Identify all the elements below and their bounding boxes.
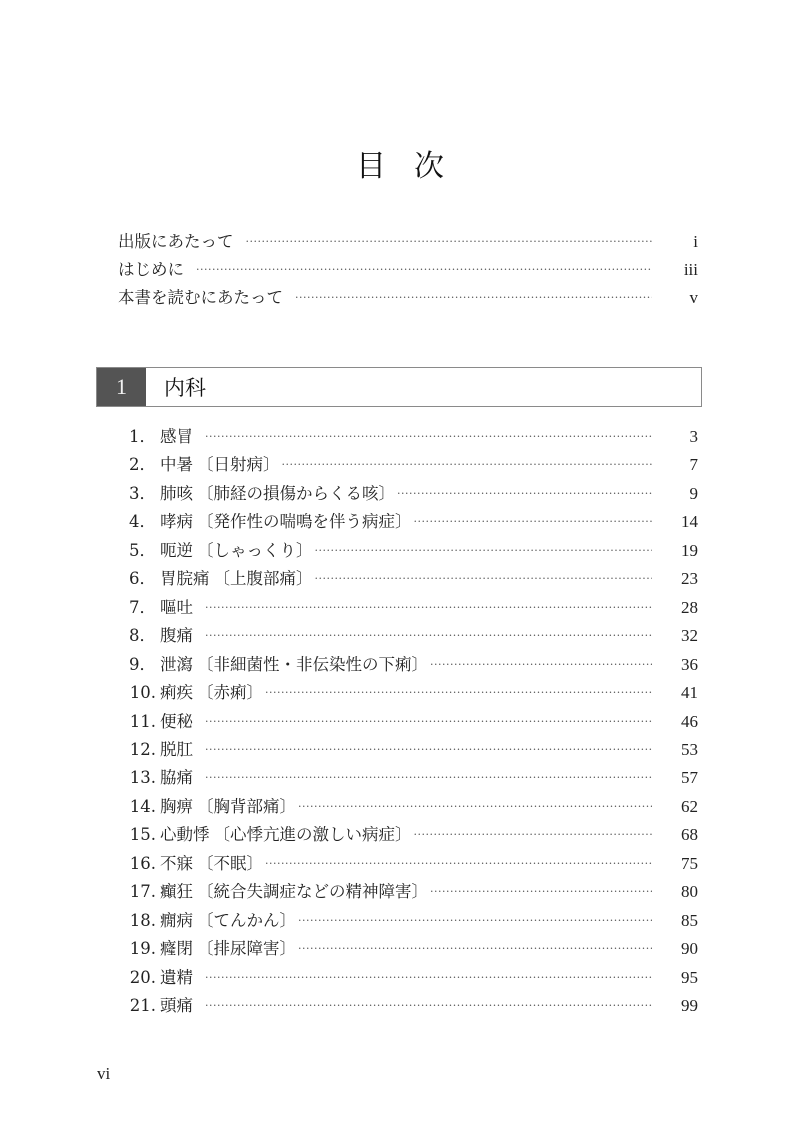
chapter-page: 32: [681, 626, 698, 646]
toc-entry-label: 本書を読むにあたって: [118, 288, 283, 307]
chapter-title: 癲狂: [160, 882, 193, 902]
chapter-entry[interactable]: [118, 566, 698, 592]
chapter-subtitle: 〔てんかん〕: [197, 910, 296, 930]
chapter-page: 41: [681, 683, 698, 703]
dot-leader: [414, 509, 653, 535]
chapter-title: 癃閉: [160, 939, 193, 959]
chapter-subtitle: 〔不眠〕: [197, 853, 263, 873]
chapter-title: 肺咳: [160, 483, 193, 503]
chapter-label: [118, 908, 296, 934]
chapter-entry[interactable]: [118, 680, 698, 706]
chapter-subtitle: 〔心悸亢進の激しい病症〕: [213, 825, 412, 845]
chapter-entry[interactable]: [118, 481, 698, 507]
chapter-label: [118, 765, 193, 791]
chapter-number: 10.: [129, 683, 156, 703]
chapter-entry[interactable]: [118, 936, 698, 962]
chapter-title: 頭痛: [160, 996, 193, 1015]
chapter-page: 80: [681, 882, 698, 902]
chapter-page: 46: [681, 711, 698, 731]
chapter-title: 痢疾: [160, 683, 193, 703]
dot-leader: [196, 257, 652, 283]
chapter-title: 中暑: [160, 455, 193, 475]
chapter-number: 20.: [129, 967, 156, 987]
page-title: [0, 141, 800, 185]
chapter-page: 7: [689, 455, 698, 475]
chapter-title: 脱肛: [160, 739, 193, 759]
chapter-label: [118, 509, 412, 535]
chapter-page: 95: [681, 967, 698, 987]
dot-leader: [298, 936, 652, 962]
chapter-number: 3．: [129, 483, 156, 503]
dot-leader: [430, 879, 652, 905]
dot-leader: [298, 794, 652, 820]
chapter-page: 62: [681, 796, 698, 816]
chapter-title: 遺精: [160, 967, 193, 987]
chapter-subtitle: 〔統合失調症などの精神障害〕: [197, 882, 428, 902]
chapter-label: [118, 566, 313, 592]
chapter-entry[interactable]: [118, 993, 698, 1019]
dot-leader: [205, 765, 652, 791]
toc-entry[interactable]: [118, 229, 698, 255]
chapter-number: 14.: [129, 796, 156, 816]
chapter-label: [118, 595, 193, 621]
chapter-number: 2．: [129, 455, 156, 475]
chapter-number: 7．: [129, 597, 156, 617]
chapter-page: 28: [681, 597, 698, 617]
dot-leader: [282, 452, 653, 478]
section-header: [96, 367, 702, 407]
chapter-entry[interactable]: [118, 509, 698, 535]
chapter-entry[interactable]: [118, 652, 698, 678]
chapter-title: 腹痛: [160, 626, 193, 646]
title-char-1: 目: [356, 149, 386, 184]
chapter-label: [118, 680, 263, 706]
chapter-label: [118, 993, 193, 1019]
chapter-number: 9．: [129, 654, 156, 674]
dot-leader: [205, 424, 652, 450]
chapter-label: [118, 709, 193, 735]
dot-leader: [430, 652, 652, 678]
chapter-label: [118, 965, 193, 991]
chapter-label: [118, 424, 193, 450]
chapter-label: [118, 652, 428, 678]
dot-leader: [205, 993, 652, 1019]
chapter-number: 19.: [129, 939, 156, 959]
chapter-page: 57: [681, 768, 698, 788]
chapter-entry[interactable]: [118, 424, 698, 450]
title-char-2: 次: [414, 149, 444, 184]
chapter-page: 14: [681, 512, 698, 532]
chapter-page: 68: [681, 825, 698, 845]
chapter-entry[interactable]: [118, 794, 698, 820]
toc-entry[interactable]: [118, 257, 698, 283]
chapter-entry[interactable]: [118, 965, 698, 991]
dot-leader: [414, 822, 653, 848]
dot-leader: [205, 623, 652, 649]
chapter-label: [118, 481, 395, 507]
chapter-title: 癇病: [160, 910, 193, 930]
section-number: 1: [97, 368, 146, 406]
toc-entry-page: i: [693, 232, 698, 251]
chapter-page: 3: [689, 427, 698, 446]
chapter-number: 13.: [129, 768, 156, 788]
chapter-title: 不寐: [160, 853, 193, 873]
chapter-title: 哮病: [160, 512, 193, 532]
chapter-subtitle: 〔赤痢〕: [197, 683, 263, 703]
section-title: 内科: [146, 368, 206, 406]
chapter-page: 90: [681, 939, 698, 959]
toc-entry[interactable]: [118, 285, 698, 311]
chapter-subtitle: 〔排尿障害〕: [197, 939, 296, 959]
toc-entry-label: はじめに: [118, 260, 184, 279]
chapter-entry[interactable]: [118, 452, 698, 478]
chapter-number: 6．: [129, 569, 156, 589]
chapter-label: [118, 822, 412, 848]
chapter-subtitle: 〔胸背部痛〕: [197, 796, 296, 816]
dot-leader: [205, 595, 652, 621]
chapter-number: 15.: [129, 825, 156, 845]
chapter-subtitle: 〔日射病〕: [197, 455, 280, 475]
chapter-number: 12.: [129, 739, 156, 759]
dot-leader: [298, 908, 652, 934]
chapter-label: [118, 879, 428, 905]
dot-leader: [205, 737, 652, 763]
dot-leader: [246, 229, 653, 255]
chapter-entry[interactable]: [118, 908, 698, 934]
chapter-number: 18.: [129, 910, 156, 930]
chapter-title: 嘔吐: [160, 597, 193, 617]
dot-leader: [295, 285, 652, 311]
chapter-page: 85: [681, 910, 698, 930]
chapter-title: 泄瀉: [160, 654, 193, 674]
chapter-number: 21.: [129, 996, 156, 1015]
dot-leader: [205, 709, 652, 735]
dot-leader: [397, 481, 652, 507]
chapter-page: 53: [681, 739, 698, 759]
chapter-title: 呃逆: [160, 540, 193, 560]
dot-leader: [265, 851, 652, 877]
chapter-entry[interactable]: [118, 851, 698, 877]
chapter-entry[interactable]: [118, 765, 698, 791]
chapter-number: 16.: [129, 853, 156, 873]
chapter-entry[interactable]: [118, 623, 698, 649]
chapter-number: 11.: [129, 711, 156, 731]
chapter-page: 36: [681, 654, 698, 674]
chapter-label: [118, 538, 313, 564]
chapter-page: 99: [681, 996, 698, 1015]
chapter-label: [118, 851, 263, 877]
toc-entry-page: iii: [683, 260, 698, 279]
chapter-number: 8．: [129, 626, 156, 646]
toc-entry-label: 出版にあたって: [118, 232, 234, 251]
toc-entry-page: v: [689, 288, 698, 307]
chapter-title: 胸痹: [160, 796, 193, 816]
chapter-number: 1．: [129, 427, 156, 446]
chapter-subtitle: 〔発作性の喘鳴を伴う病症〕: [197, 512, 412, 532]
dot-leader: [265, 680, 652, 706]
chapter-label: [118, 452, 280, 478]
chapter-number: 4．: [129, 512, 156, 532]
chapter-page: 9: [689, 483, 698, 503]
chapter-entry[interactable]: [118, 737, 698, 763]
chapter-title: 胃脘痛: [160, 569, 210, 589]
chapter-entry[interactable]: [118, 595, 698, 621]
chapter-title: 心動悸: [160, 825, 210, 845]
chapter-entry[interactable]: [118, 822, 698, 848]
chapter-title: 便秘: [160, 711, 193, 731]
chapter-page: 19: [681, 540, 698, 560]
chapter-title: 脇痛: [160, 768, 193, 788]
chapter-page: 23: [681, 569, 698, 589]
chapter-entry[interactable]: [118, 538, 698, 564]
chapter-entry[interactable]: [118, 879, 698, 905]
chapter-label: [118, 623, 193, 649]
chapter-subtitle: 〔非細菌性・非伝染性の下痢〕: [197, 654, 428, 674]
chapter-label: [118, 936, 296, 962]
chapter-entry[interactable]: [118, 709, 698, 735]
chapter-number: 5．: [129, 540, 156, 560]
chapter-label: [118, 737, 193, 763]
dot-leader: [315, 566, 653, 592]
chapter-label: [118, 794, 296, 820]
chapter-subtitle: 〔しゃっくり〕: [197, 540, 313, 560]
chapter-title: 感冒: [160, 427, 193, 446]
chapter-subtitle: 〔肺経の損傷からくる咳〕: [197, 483, 395, 503]
chapter-number: 17.: [129, 882, 156, 902]
chapter-page: 75: [681, 853, 698, 873]
dot-leader: [315, 538, 653, 564]
folio: vi: [97, 1064, 111, 1083]
chapter-subtitle: 〔上腹部痛〕: [213, 569, 313, 589]
dot-leader: [205, 965, 652, 991]
